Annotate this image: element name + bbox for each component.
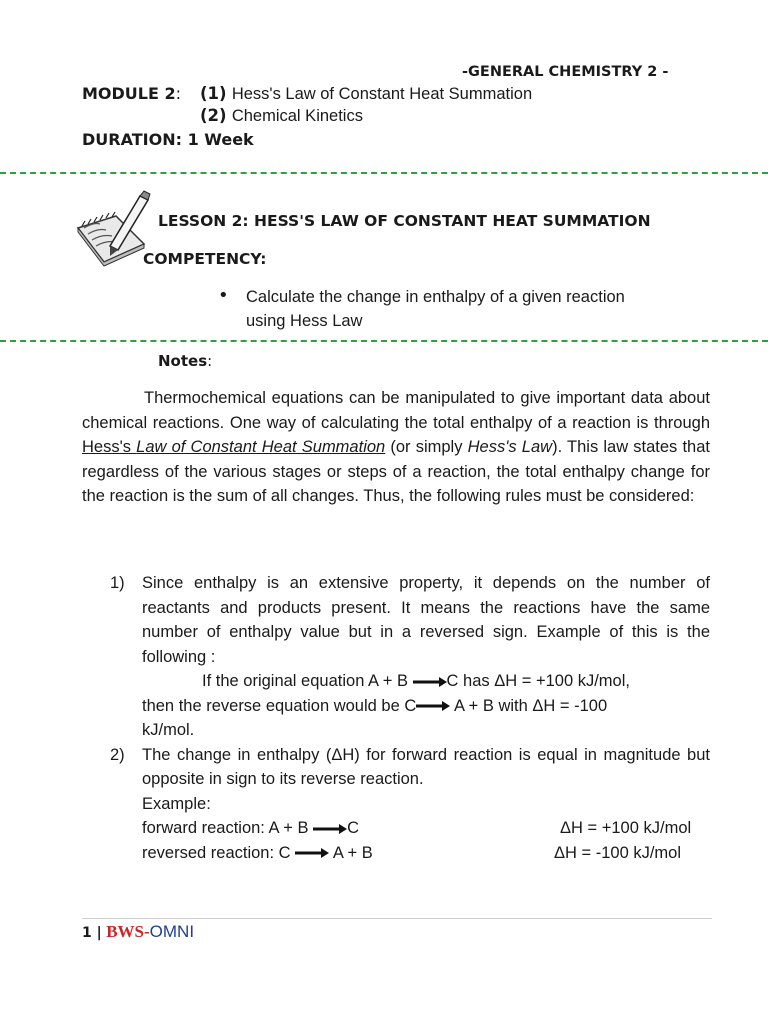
notes-heading [158,352,212,370]
reaction-arrow-icon [313,824,347,834]
reaction-arrow-icon [413,677,447,687]
reverse-dh: ΔH = -100 kJ/mol [554,843,682,862]
brand-part-a: BWS [106,922,144,941]
rule-2-example: Example: [142,794,211,813]
competency-bullet: • [218,285,229,306]
rules-list [110,571,710,865]
duration: DURATION: 1 Week [82,130,254,149]
notebook-pencil-icon [70,188,152,272]
topic-1 [200,84,532,104]
module-line [82,84,181,103]
brand-dash: - [143,922,150,941]
rule-1-if-line: If the original equation A + B C has ΔH = +100 kJ/mol, [202,672,630,690]
reverse-reaction-row: reversed reaction: C A + B ΔH = -100 kJ/mol [142,841,710,866]
rule-1-text: Since enthalpy is an extensive property, it depends on the number of reactants and products present. It means the reactions have the same number of enthalpy value but in a reversed sign. Example of this is the following : [142,574,710,666]
rule-1-unit: kJ/mol. [142,721,195,739]
topic-1-num: (1) [200,84,227,103]
notes-label: Notes [158,352,208,370]
notes-paragraph [82,386,710,509]
brand-part-b: OMNI [149,922,195,941]
divider-top [0,172,768,174]
topic-1-text: Hess's Law of Constant Heat Summation [231,85,533,103]
topic-2-text: Chemical Kinetics [231,107,363,125]
module-label: MODULE 2 [82,84,176,103]
topic-2 [200,106,363,126]
rule-2-number: 2) [110,745,125,764]
notes-text-a: Thermochemical equations can be manipulated to give important data about chemical reactions. One way of calculating the total enthalpy of a reaction is through [82,389,710,432]
competency-label: COMPETENCY: [143,250,267,268]
brand-logo [106,922,194,941]
module-colon: : [175,84,182,103]
competency-text [246,286,716,333]
footer-rule [82,918,712,919]
rule-1-number: 1) [110,574,125,592]
rule-2-text: The change in enthalpy (ΔH) for forward reaction is equal in magnitude but opposite in sign to its reverse reaction. [142,745,710,788]
notes-text-b: (or simply [385,438,468,457]
reaction-arrow-icon [295,848,329,858]
footer [82,922,194,942]
forward-reaction-row: forward reaction: A + B C ΔH = +100 kJ/mol [142,816,710,841]
notes-colon: : [207,352,213,370]
topic-2-num: (2) [200,106,227,125]
rule-1 [110,571,710,743]
hess-law-short: Hess's Law [467,438,553,457]
lesson-title: LESSON 2: HESS'S LAW OF CONSTANT HEAT SUMMATION [158,212,651,230]
page-number: 1 | [82,925,102,941]
reaction-arrow-icon [416,701,450,711]
competency-line-1: Calculate the change in enthalpy of a given reaction [246,288,625,306]
forward-dh: ΔH = +100 kJ/mol [560,819,692,837]
notes-text-c: ). This law states that regardless of the various stages or steps of a reaction, the total enthalpy change for the reaction is the sum of all changes. Thus, the following rules must be considered: [82,438,710,506]
competency-line-2: using Hess Law [246,311,363,330]
rule-2 [110,743,710,866]
rule-1-then-line: then the reverse equation would be C A + B with ΔH = -100 [142,696,608,715]
divider-bottom [0,340,768,342]
course-title: -GENERAL CHEMISTRY 2 - [462,64,669,80]
hess-link-text: Hess's Law of Constant Heat Summation [82,438,386,457]
